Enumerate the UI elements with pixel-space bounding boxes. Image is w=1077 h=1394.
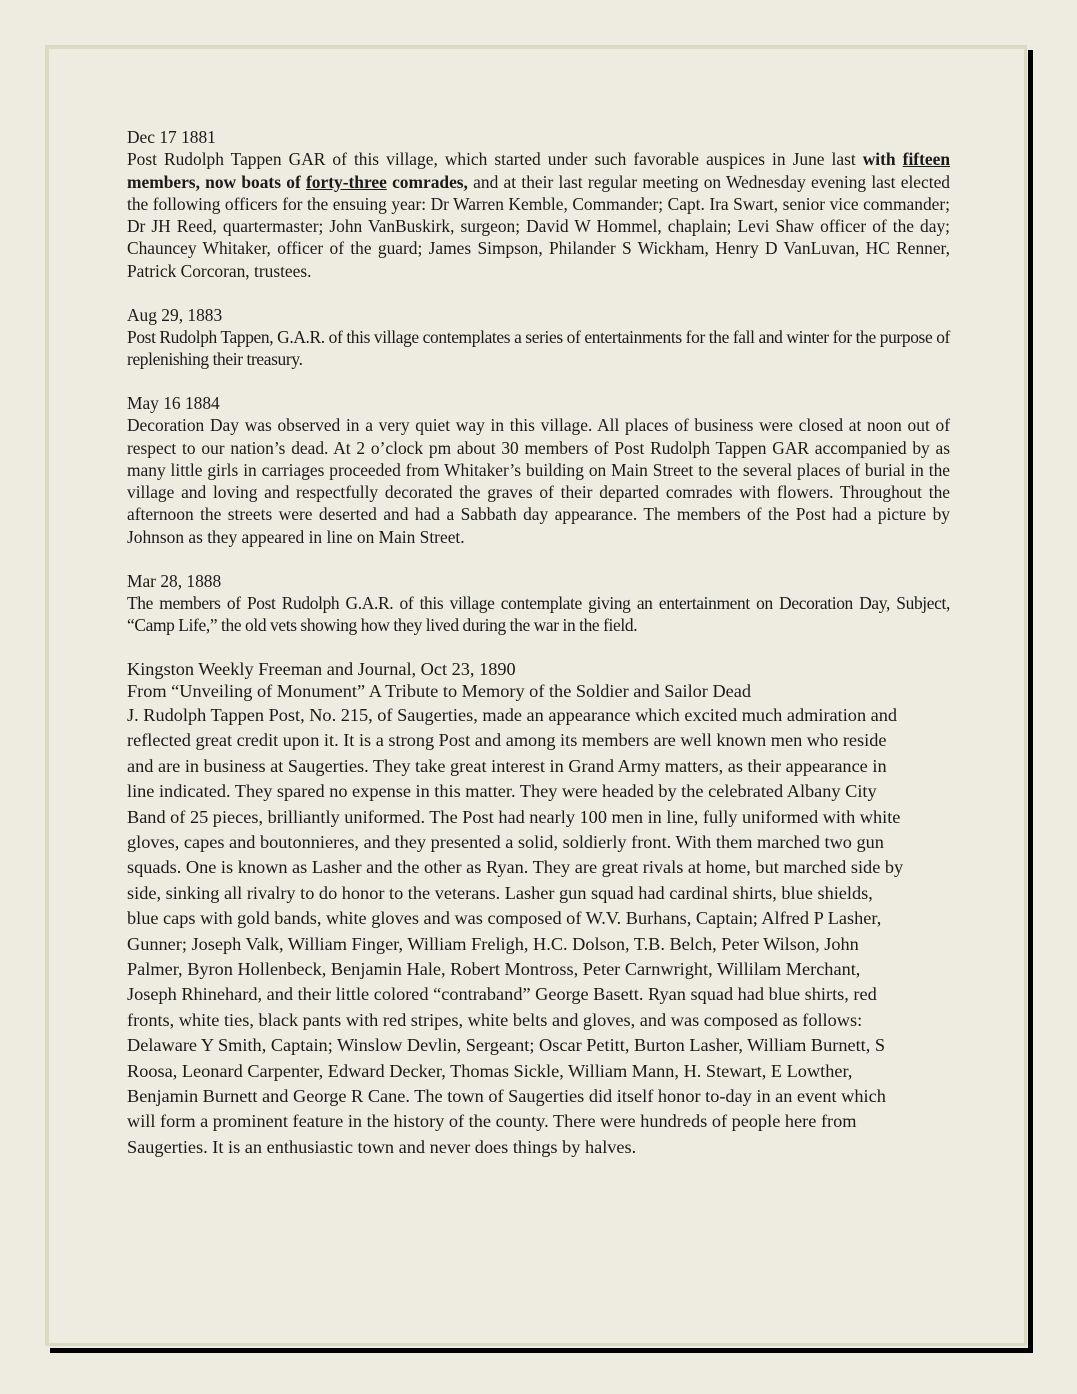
frame-shadow-bottom: [50, 1348, 1033, 1353]
text-line: Delaware Y Smith, Captain; Winslow Devlin, Sergeant; Oscar Petitt, Burton Lasher, William Burnett, S: [127, 1035, 886, 1056]
document-body: [127, 126, 950, 1182]
entry-1890: [127, 658, 950, 1160]
text-line: Gunner; Joseph Valk, William Finger, William Freligh, H.C. Dolson, T.B. Belch, Peter Wilson, John: [127, 933, 859, 954]
text-line: squads. One is known as Lasher and the other as Ryan. They are great rivals at home, but marched side by: [127, 857, 904, 878]
text-line: Benjamin Burnett and George R Cane. The town of Saugerties did itself honor to-day in an event which: [127, 1086, 886, 1107]
entry-1884: [127, 392, 950, 548]
entry-text: Post Rudolph Tappen GAR of this village, which started under such favorable auspices in June last with fifteen members, now boats of forty-three comrades, and at their last regular meeting on Wednesday evening last elected the following officers for the ensuing year: Dr Warren Kemble, Commander; Capt. Ira Swart, senior vice commander; Dr JH Reed, quartermaster; John VanBuskirk, surgeon; David W Hommel, chaplain; Levi Shaw officer of the day; Chauncey Whitaker, officer of the guard; James Simpson, Philander S Wickham, Henry D VanLuvan, HC Renner, Patrick Corcoran, trustees.: [127, 149, 950, 281]
text-line: Band of 25 pieces, brilliantly uniformed. The Post had nearly 100 men in line, fully uniformed with white: [127, 806, 901, 827]
entry-text: Post Rudolph Tappen, G.A.R. of this village contemplates a series of entertainments for the fall and winter for the purpose of replenishing their treasury.: [127, 326, 950, 370]
text-line: Saugerties. It is an enthusiastic town and never does things by halves.: [127, 1136, 637, 1157]
entry-date: Dec 17 1881: [127, 127, 216, 147]
entry-subtitle: From “Unveiling of Monument” A Tribute to Memory of the Soldier and Sailor Dead: [127, 681, 752, 702]
text-line: Roosa, Leonard Carpenter, Edward Decker, Thomas Sickle, William Mann, H. Stewart, E Lowther,: [127, 1060, 853, 1081]
text-line: fronts, white ties, black pants with red stripes, white belts and gloves, and was composed as follows:: [127, 1009, 863, 1030]
text-line: side, sinking all rivalry to do honor to the veterans. Lasher gun squad had cardinal shirts, blue shields,: [127, 882, 873, 903]
text-line: J. Rudolph Tappen Post, No. 215, of Saugerties, made an appearance which excited much admiration and: [127, 704, 898, 725]
text-line: line indicated. They spared no expense in this matter. They were headed by the celebrated Albany City: [127, 781, 877, 802]
frame-shadow-right: [1028, 50, 1033, 1353]
entry-date: Mar 28, 1888: [127, 570, 222, 591]
entry-1883: [127, 304, 950, 371]
text-line: will form a prominent feature in the history of the county. There were hundreds of people here from: [127, 1111, 857, 1132]
entry-1881: [127, 126, 950, 282]
text-line: blue caps with gold bands, white gloves and was composed of W.V. Burhans, Captain; Alfred P Lasher,: [127, 908, 882, 929]
text-line: Joseph Rhinehard, and their little colored “contraband” George Basett. Ryan squad had blue shirts, red: [127, 984, 877, 1005]
text-line: Palmer, Byron Hollenbeck, Benjamin Hale, Robert Montross, Peter Carnwright, Willilam Merchant,: [127, 959, 861, 979]
entry-date: May 16 1884: [127, 392, 220, 413]
text-line: reflected great credit upon it. It is a strong Post and among its members are well known men who reside: [127, 730, 887, 751]
entry-1888: [127, 570, 950, 637]
text-line: and are in business at Saugerties. They take great interest in Grand Army matters, as their appearance in: [127, 755, 887, 776]
entry-date: Aug 29, 1883: [127, 304, 223, 325]
entry-text: Decoration Day was observed in a very quiet way in this village. All places of business were closed at noon out of respect to our nation’s dead. At 2 o’clock pm about 30 members of Post Rudolph Tappen GAR accompanied by as many little girls in carriages proceeded from Whitaker’s building on Main Street to the several places of burial in the village and loving and respectfully decorated the graves of their departed comrades with flowers. Throughout the afternoon the streets were deserted and had a Sabbath day appearance. The members of the Post had a picture by Johnson as they appeared in line on Main Street.: [127, 415, 950, 547]
entry-text: [127, 703, 950, 1160]
text-line: gloves, capes and boutonnieres, and they presented a solid, soldierly front. With them marched two gun: [127, 831, 884, 852]
entry-source: Kingston Weekly Freeman and Journal, Oct 23, 1890: [127, 658, 516, 679]
entry-text: The members of Post Rudolph G.A.R. of this village contemplate giving an entertainment on Decoration Day, Subject, “Camp Life,” the old vets showing how they lived during the war in the field.: [127, 592, 950, 636]
